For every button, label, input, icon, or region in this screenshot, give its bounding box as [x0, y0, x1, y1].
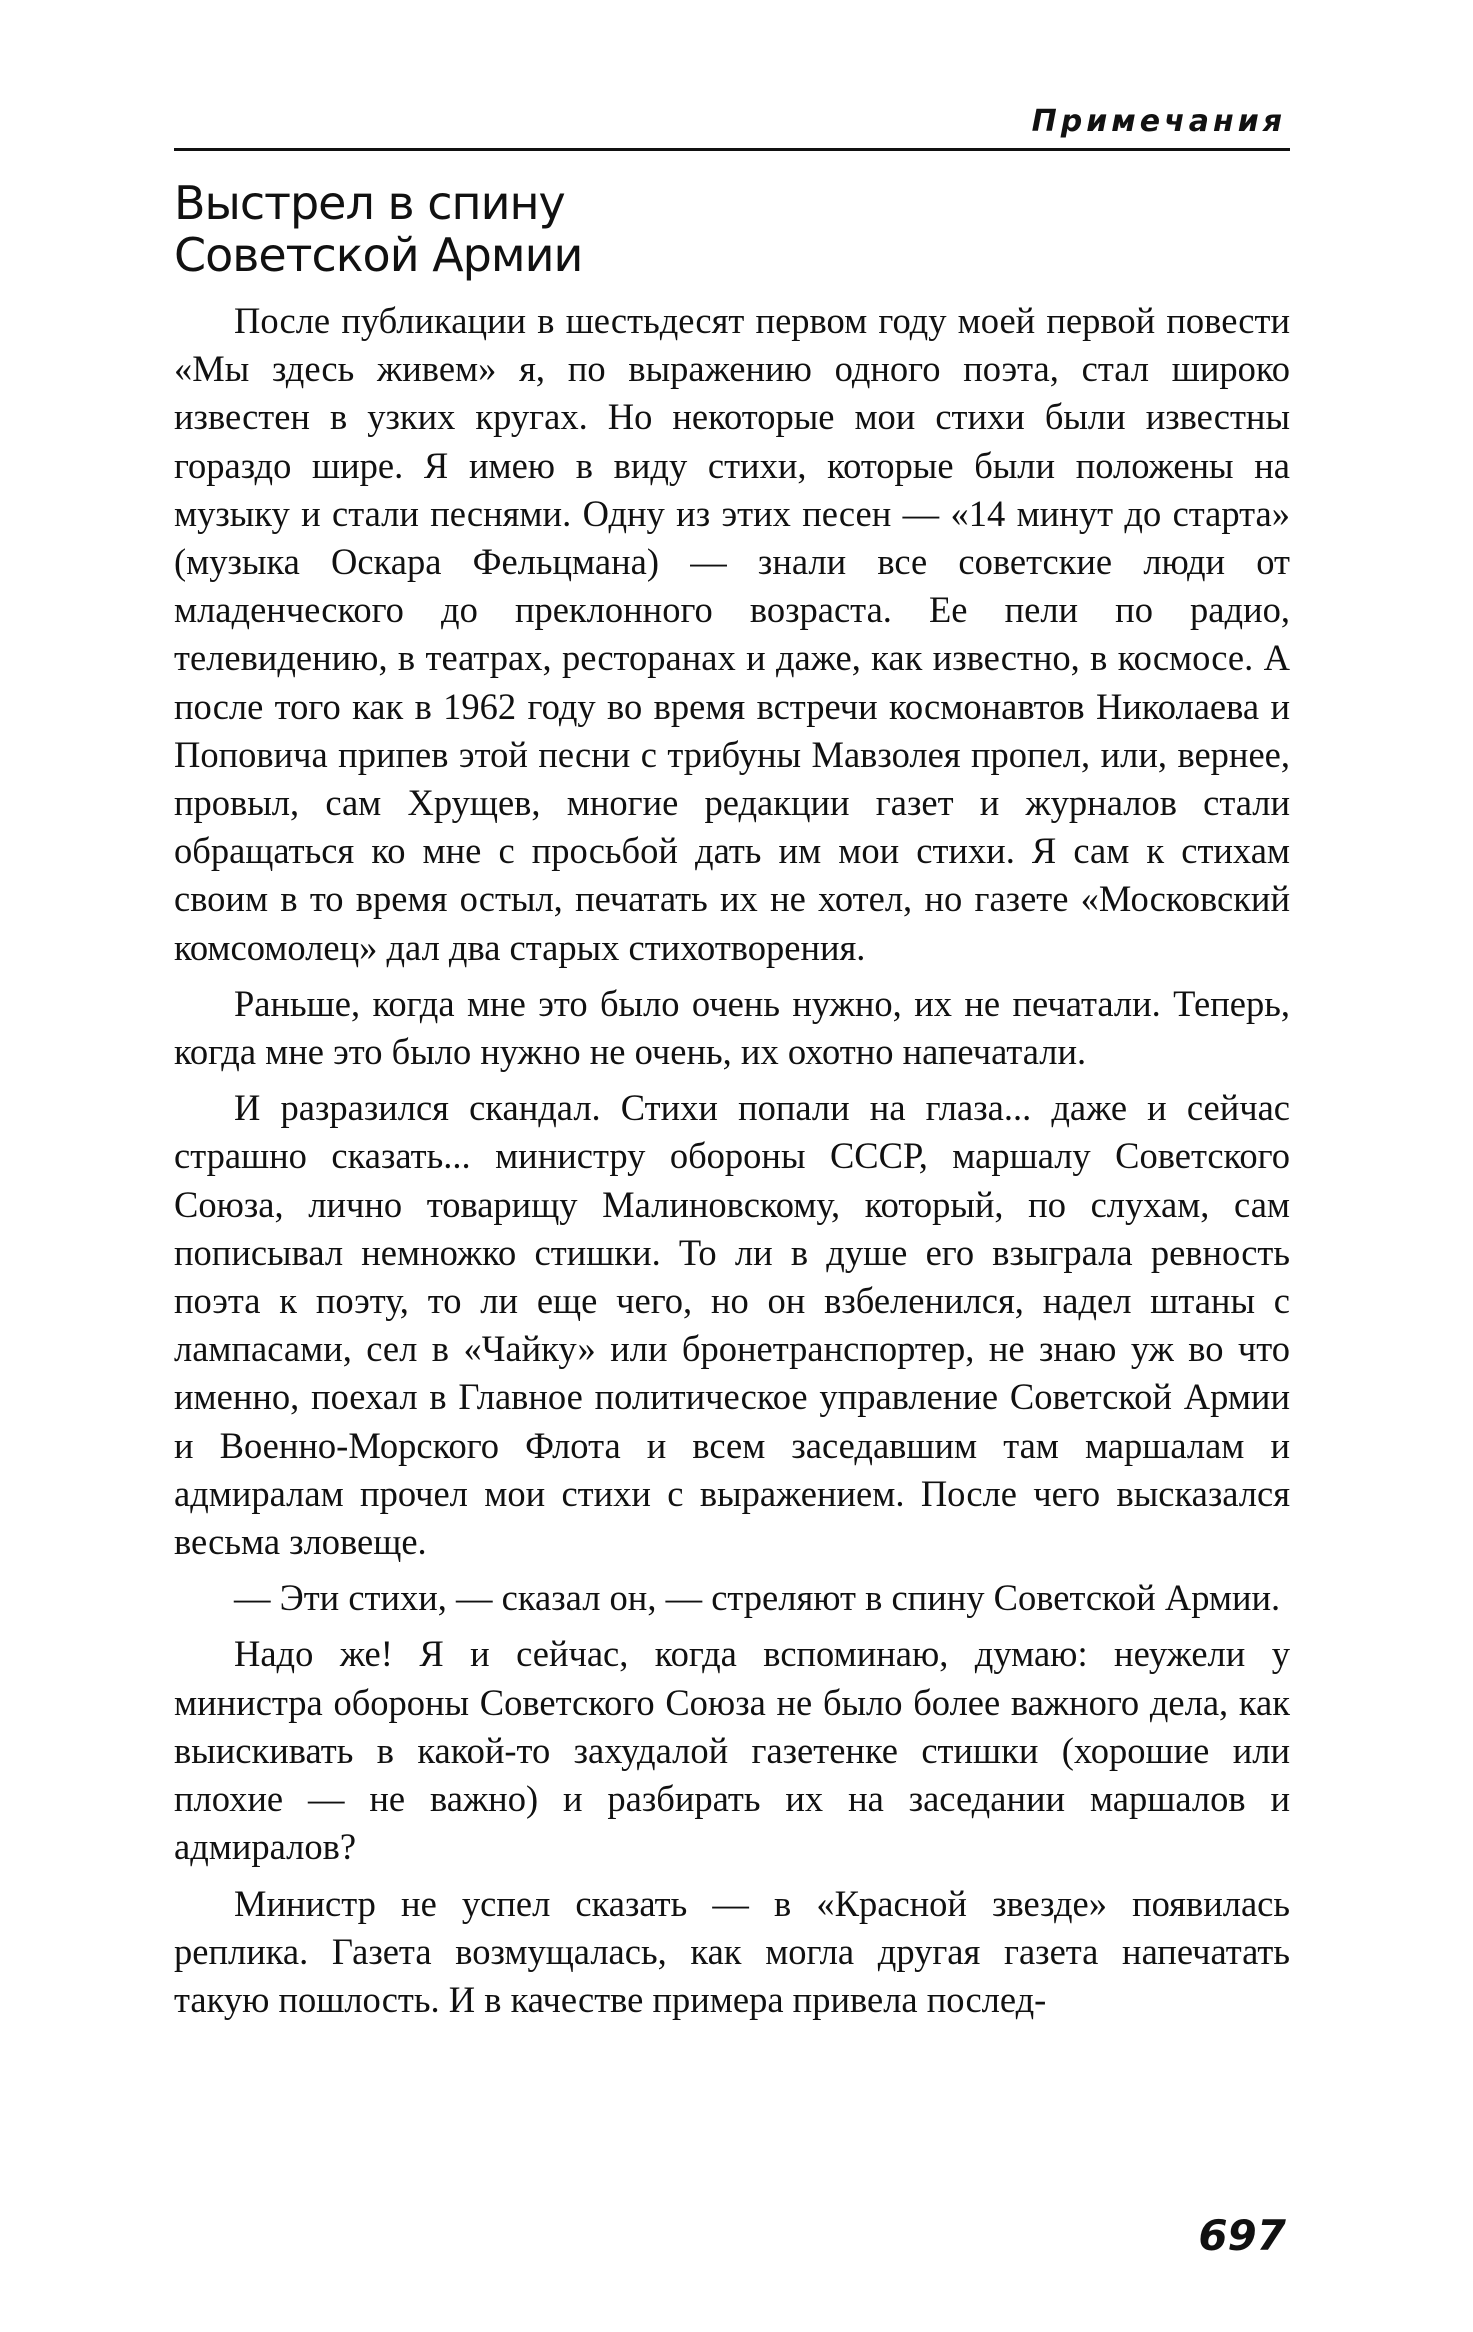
chapter-title-line-2: Советской Армии [174, 228, 583, 282]
book-page [174, 100, 1290, 2300]
header-rule [174, 148, 1290, 151]
page-number: 697 [1198, 2211, 1286, 2260]
chapter-title-line-1: Выстрел в спину [174, 176, 565, 230]
paragraph: Надо же! Я и сейчас, когда вспоминаю, думаю: неужели у министра обороны Советского Союза не было более важного дела, как выискивать в какой-то захудалой газетенке стишки (хорошие или плохие — не важно) и разбирать их на заседании маршалов и адмиралов? [174, 1633, 1290, 1868]
running-head: Примечания [1031, 104, 1286, 139]
paragraph: Министр не успел сказать — в «Красной звезде» появилась реплика. Газета возмущалась, как могла другая газета напечатать такую пошлость. И в качестве примера привела послед- [174, 1882, 1290, 2020]
paragraph: После публикации в шестьдесят первом году моей первой повести «Мы здесь живем» я, по выражению одного поэта, стал широко известен в узких кругах. Но некоторые мои стихи были известны гораздо шире. Я имею в виду стихи, которые были положены на музыку и стали песнями. Одну из этих песен — «14 минут до старта» (музыка Оскара Фельцмана) — знали все советские люди от младенческого до преклонного возраста. Ее пели по радио, телевидению, в театрах, ресторанах и даже, как известно, в космосе. А после того как в 1962 году во время встречи космонавтов Николаева и Поповича припев этой песни с трибуны Мавзолея пропел, или, вернее, провыл, сам Хрущев, многие редакции газет и журналов стали обращаться ко мне с просьбой дать им мои стихи. Я сам к стихам своим в то время остыл, печатать их не хотел, но газете «Московский комсомолец» дал два старых стихотворения. [174, 300, 1290, 968]
chapter-title [174, 177, 1290, 281]
paragraph: Раньше, когда мне это было очень нужно, их не печатали. Теперь, когда мне это было нужно не очень, их охотно напечатали. [174, 982, 1290, 1073]
body-text [174, 297, 1290, 2024]
paragraph: — Эти стихи, — сказал он, — стреляют в спину Советской Армии. [234, 1577, 1281, 1619]
paragraph: И разразился скандал. Стихи попали на глаза... даже и сейчас страшно сказать... министру обороны СССР, маршалу Советского Союза, лично товарищу Малиновскому, который, по слухам, сам пописывал немножко стишки. То ли в душе его взыграла ревность поэта к поэту, то ли еще чего, но он взбеленился, надел штаны с лампасами, сел в «Чайку» или бронетранспортер, не знаю уж во что именно, поехал в Главное политическое управление Советской Армии и Военно-Морского Флота и всем заседавшим там маршалам и адмиралам прочел мои стихи с выражением. После чего высказался весьма зловеще. [174, 1087, 1290, 1563]
